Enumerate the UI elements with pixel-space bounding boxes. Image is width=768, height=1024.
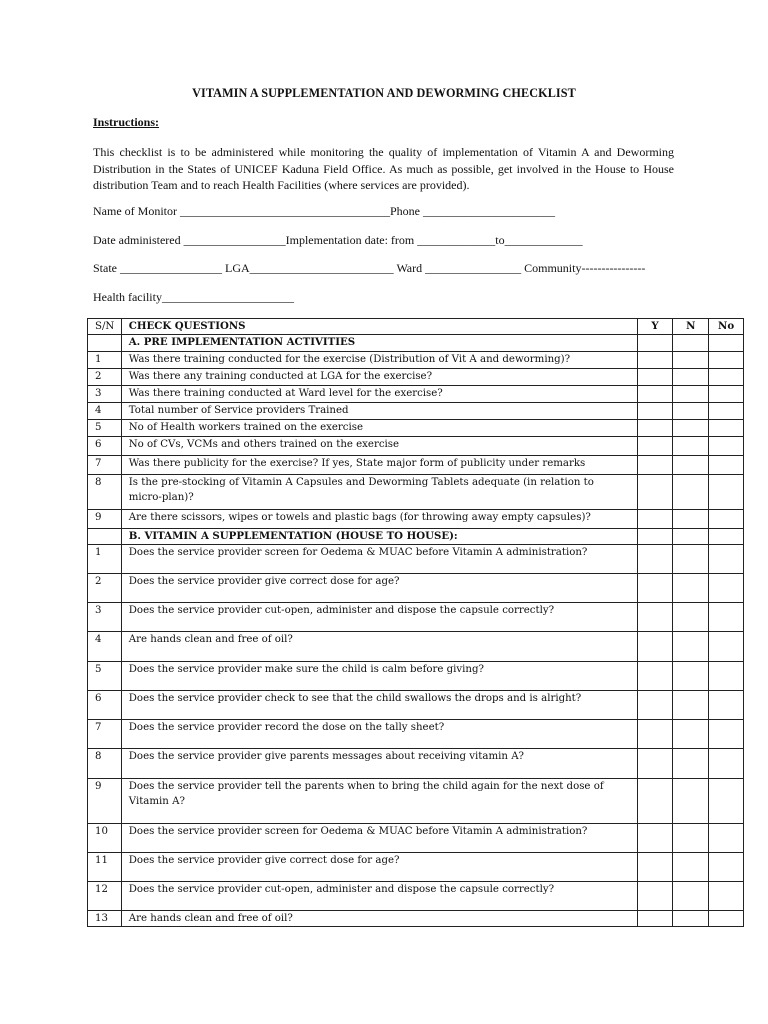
answer-cell[interactable] xyxy=(637,720,673,749)
row-sn: 11 xyxy=(88,853,122,882)
row-question: Does the service provider make sure the child is calm before giving? xyxy=(121,662,637,691)
answer-cell[interactable] xyxy=(709,911,744,927)
answer-cell[interactable] xyxy=(709,603,744,632)
row-question: Does the service provider give parents messages about receiving vitamin A? xyxy=(121,749,637,779)
table-row xyxy=(88,662,744,691)
table-row xyxy=(88,475,744,510)
answer-cell[interactable] xyxy=(709,574,744,603)
table-row xyxy=(88,437,744,456)
section-b-title: B. VITAMIN A SUPPLEMENTATION (HOUSE TO HOUSE): xyxy=(121,529,637,545)
answer-cell[interactable] xyxy=(709,529,744,545)
answer-cell[interactable] xyxy=(709,456,744,475)
answer-cell[interactable] xyxy=(637,403,673,420)
answer-cell[interactable] xyxy=(637,853,673,882)
table-row xyxy=(88,632,744,662)
table-row xyxy=(88,824,744,853)
answer-cell[interactable] xyxy=(673,510,709,529)
table-row xyxy=(88,510,744,529)
answer-cell[interactable] xyxy=(709,403,744,420)
row-sn: 3 xyxy=(88,386,122,403)
instructions-text: This checklist is to be administered while monitoring the quality of implementation of Vitamin A and Deworming Distribution in the States of UNICEF Kaduna Field Office. As much as possible, get involved in the House to House distribution Team and to reach Health Facilities (where services are provided). xyxy=(93,145,674,192)
row-sn: 1 xyxy=(88,352,122,369)
row-question: Are there scissors, wipes or towels and plastic bags (for throwing away empty capsules)? xyxy=(121,510,637,529)
answer-cell[interactable] xyxy=(709,632,744,662)
row-question: Does the service provider tell the parents when to bring the child again for the next dose of Vitamin A? xyxy=(121,779,637,824)
row-sn: 6 xyxy=(88,691,122,720)
answer-cell[interactable] xyxy=(709,386,744,403)
row-sn: 9 xyxy=(88,510,122,529)
row-question: Was there publicity for the exercise? If yes, State major form of publicity under remarks xyxy=(121,456,637,475)
answer-cell[interactable] xyxy=(673,420,709,437)
row-question: Total number of Service providers Trained xyxy=(121,403,637,420)
checklist-table xyxy=(87,318,744,927)
answer-cell[interactable] xyxy=(637,456,673,475)
table-row xyxy=(88,749,744,779)
answer-cell[interactable] xyxy=(637,691,673,720)
row-question: Does the service provider record the dose on the tally sheet? xyxy=(121,720,637,749)
row-sn: 5 xyxy=(88,662,122,691)
answer-cell[interactable] xyxy=(637,882,673,911)
table-row xyxy=(88,853,744,882)
row-sn: 5 xyxy=(88,420,122,437)
row-question: Is the pre-stocking of Vitamin A Capsules and Deworming Tablets adequate (in relation to micro-plan)? xyxy=(121,475,637,510)
row-sn: 9 xyxy=(88,779,122,824)
section-a-row xyxy=(88,335,744,352)
answer-cell[interactable] xyxy=(709,720,744,749)
table-header-row xyxy=(88,319,744,335)
answer-cell[interactable] xyxy=(709,420,744,437)
answer-cell[interactable] xyxy=(673,882,709,911)
answer-cell[interactable] xyxy=(637,475,673,510)
table-row xyxy=(88,352,744,369)
answer-cell[interactable] xyxy=(637,386,673,403)
row-question: No of Health workers trained on the exercise xyxy=(121,420,637,437)
answer-cell[interactable] xyxy=(709,352,744,369)
row-sn: 8 xyxy=(88,475,122,510)
table-row xyxy=(88,386,744,403)
answer-cell[interactable] xyxy=(673,824,709,853)
header-sn: S/N xyxy=(88,319,122,335)
row-sn: 1 xyxy=(88,545,122,574)
answer-cell[interactable] xyxy=(673,603,709,632)
answer-cell[interactable] xyxy=(673,749,709,779)
answer-cell[interactable] xyxy=(673,352,709,369)
row-sn: 10 xyxy=(88,824,122,853)
row-question: Does the service provider give correct dose for age? xyxy=(121,574,637,603)
answer-cell[interactable] xyxy=(709,475,744,510)
document-title: VITAMIN A SUPPLEMENTATION AND DEWORMING CHECKLIST xyxy=(192,86,576,100)
header-n: N xyxy=(673,319,709,335)
row-sn: 7 xyxy=(88,720,122,749)
location-field-line: State _________________ LGA________________________ Ward ________________ Community---------------- xyxy=(93,261,646,275)
answer-cell[interactable] xyxy=(637,749,673,779)
answer-cell[interactable] xyxy=(637,779,673,824)
row-sn: 13 xyxy=(88,911,122,927)
answer-cell[interactable] xyxy=(709,691,744,720)
answer-cell[interactable] xyxy=(673,456,709,475)
row-question: Does the service provider cut-open, administer and dispose the capsule correctly? xyxy=(121,603,637,632)
answer-cell[interactable] xyxy=(673,335,709,352)
answer-cell[interactable] xyxy=(637,662,673,691)
table-row xyxy=(88,911,744,927)
answer-cell[interactable] xyxy=(637,911,673,927)
answer-cell[interactable] xyxy=(637,632,673,662)
answer-cell[interactable] xyxy=(709,779,744,824)
table-row xyxy=(88,456,744,475)
answer-cell[interactable] xyxy=(709,437,744,456)
row-question: Was there training conducted for the exercise (Distribution of Vit A and deworming)? xyxy=(121,352,637,369)
facility-field-line: Health facility______________________ xyxy=(93,290,294,304)
header-check-questions: CHECK QUESTIONS xyxy=(121,319,637,335)
header-y: Y xyxy=(637,319,673,335)
row-question: Are hands clean and free of oil? xyxy=(121,911,637,927)
answer-cell[interactable] xyxy=(637,574,673,603)
row-sn: 12 xyxy=(88,882,122,911)
answer-cell[interactable] xyxy=(673,574,709,603)
answer-cell[interactable] xyxy=(673,662,709,691)
table-row xyxy=(88,691,744,720)
date-field-line: Date administered _________________Implementation date: from _____________to_____________ xyxy=(93,233,583,247)
answer-cell[interactable] xyxy=(673,720,709,749)
answer-cell[interactable] xyxy=(637,824,673,853)
answer-cell[interactable] xyxy=(673,545,709,574)
row-sn: 4 xyxy=(88,632,122,662)
answer-cell[interactable] xyxy=(709,824,744,853)
row-sn: 4 xyxy=(88,403,122,420)
row-question: Does the service provider give correct dose for age? xyxy=(121,853,637,882)
table-row xyxy=(88,545,744,574)
answer-cell[interactable] xyxy=(673,632,709,662)
answer-cell[interactable] xyxy=(637,510,673,529)
answer-cell[interactable] xyxy=(673,369,709,386)
row-sn: 2 xyxy=(88,574,122,603)
row-question: Was there training conducted at Ward level for the exercise? xyxy=(121,386,637,403)
row-question: Does the service provider cut-open, administer and dispose the capsule correctly? xyxy=(121,882,637,911)
answer-cell[interactable] xyxy=(709,510,744,529)
answer-cell[interactable] xyxy=(709,749,744,779)
answer-cell[interactable] xyxy=(637,352,673,369)
answer-cell[interactable] xyxy=(709,335,744,352)
row-sn: 7 xyxy=(88,456,122,475)
table-row xyxy=(88,603,744,632)
answer-cell[interactable] xyxy=(637,529,673,545)
answer-cell[interactable] xyxy=(673,386,709,403)
table-row xyxy=(88,779,744,824)
answer-cell[interactable] xyxy=(637,369,673,386)
instructions-label: Instructions: xyxy=(93,115,160,129)
row-sn: 6 xyxy=(88,437,122,456)
table-row xyxy=(88,420,744,437)
answer-cell[interactable] xyxy=(673,437,709,456)
table-row xyxy=(88,369,744,386)
answer-cell[interactable] xyxy=(673,475,709,510)
row-sn: 3 xyxy=(88,603,122,632)
answer-cell[interactable] xyxy=(637,437,673,456)
section-a-title: A. PRE IMPLEMENTATION ACTIVITIES xyxy=(121,335,637,352)
answer-cell[interactable] xyxy=(673,779,709,824)
answer-cell[interactable] xyxy=(673,911,709,927)
answer-cell[interactable] xyxy=(637,603,673,632)
row-question: Are hands clean and free of oil? xyxy=(121,632,637,662)
answer-cell[interactable] xyxy=(637,335,673,352)
section-b-row xyxy=(88,529,744,545)
row-sn: 2 xyxy=(88,369,122,386)
row-question: No of CVs, VCMs and others trained on the exercise xyxy=(121,437,637,456)
row-question: Does the service provider screen for Oedema & MUAC before Vitamin A administration? xyxy=(121,545,637,574)
answer-cell[interactable] xyxy=(709,882,744,911)
row-question: Does the service provider screen for Oedema & MUAC before Vitamin A administration? xyxy=(121,824,637,853)
answer-cell[interactable] xyxy=(709,545,744,574)
header-no: No xyxy=(709,319,744,335)
row-question: Was there any training conducted at LGA for the exercise? xyxy=(121,369,637,386)
monitor-field-line: Name of Monitor ___________________________________Phone ______________________ xyxy=(93,204,555,218)
row-question: Does the service provider check to see that the child swallows the drops and is alright? xyxy=(121,691,637,720)
answer-cell[interactable] xyxy=(709,662,744,691)
answer-cell[interactable] xyxy=(673,691,709,720)
answer-cell[interactable] xyxy=(673,853,709,882)
table-row xyxy=(88,882,744,911)
answer-cell[interactable] xyxy=(637,420,673,437)
table-row xyxy=(88,403,744,420)
table-row xyxy=(88,720,744,749)
answer-cell[interactable] xyxy=(673,403,709,420)
answer-cell[interactable] xyxy=(637,545,673,574)
row-sn: 8 xyxy=(88,749,122,779)
answer-cell[interactable] xyxy=(709,853,744,882)
answer-cell[interactable] xyxy=(709,369,744,386)
answer-cell[interactable] xyxy=(673,529,709,545)
table-row xyxy=(88,574,744,603)
